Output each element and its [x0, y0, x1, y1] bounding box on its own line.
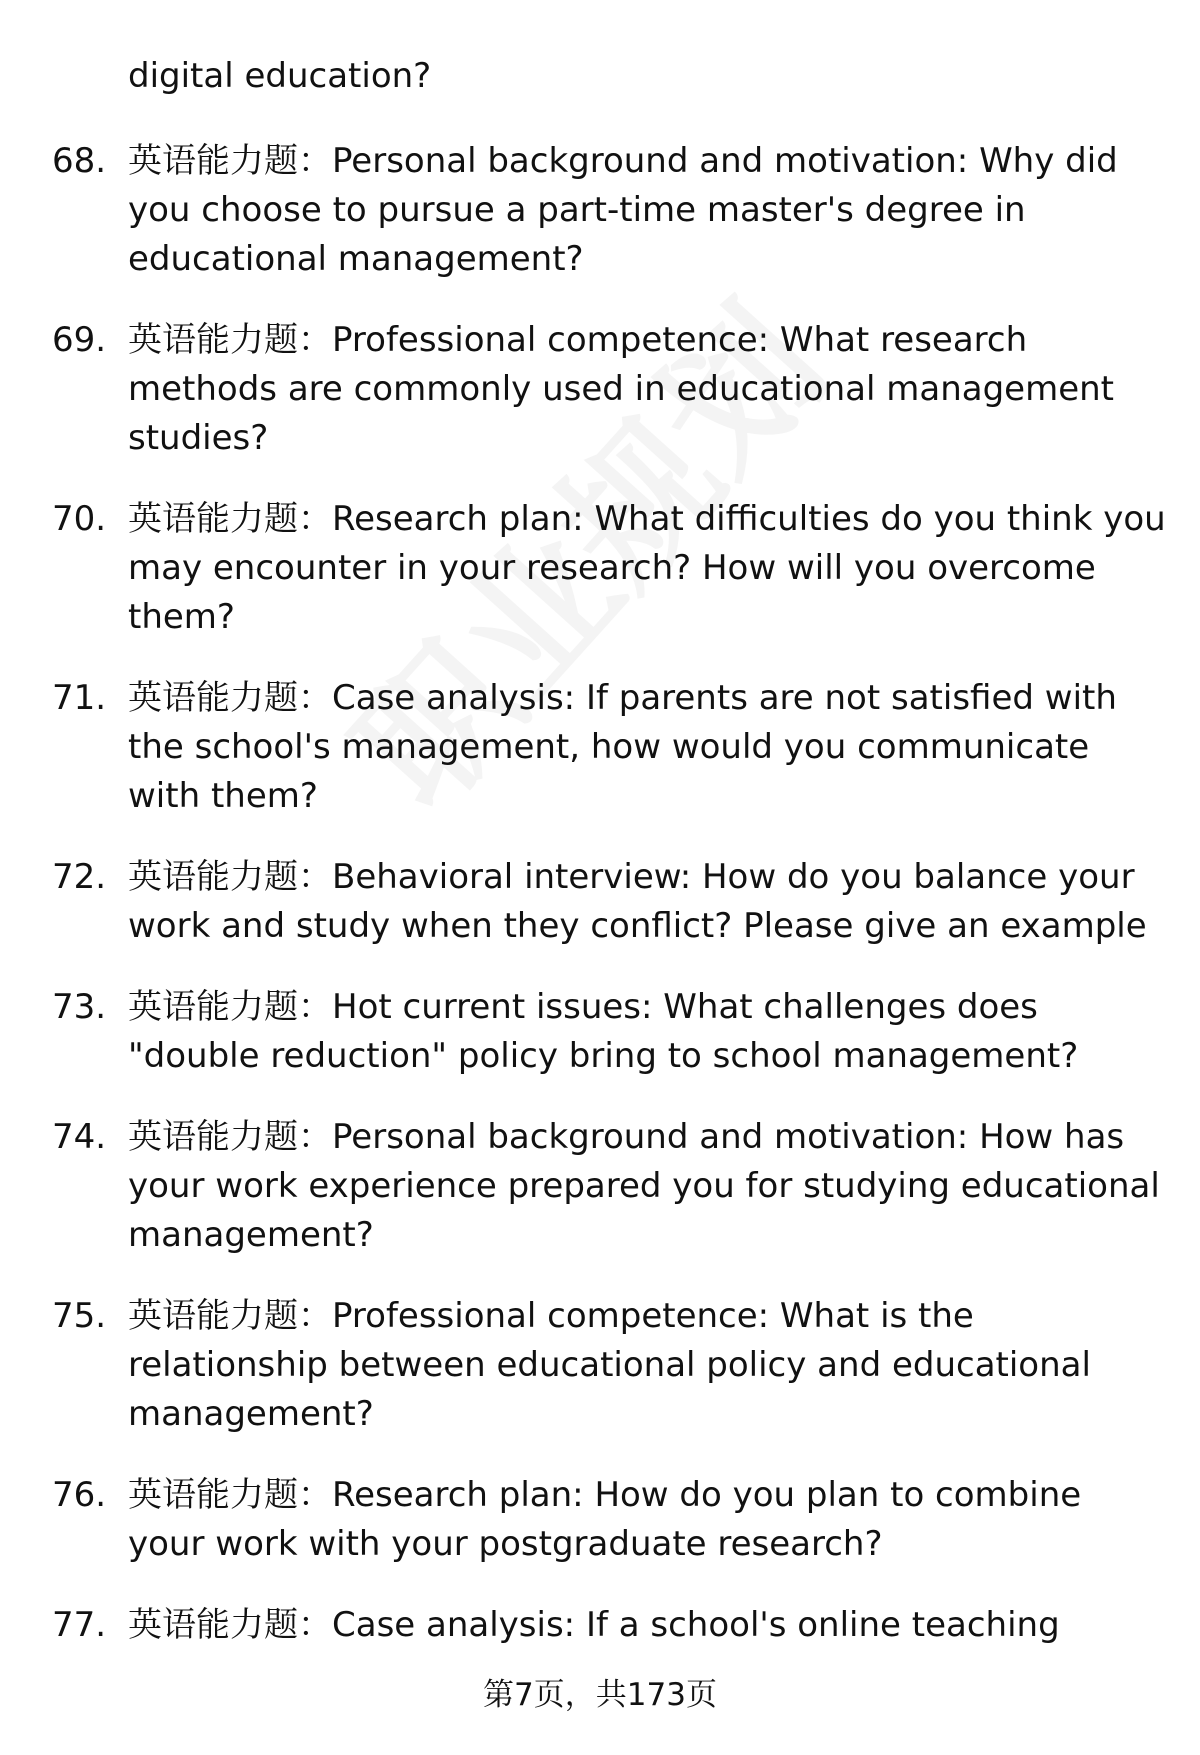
question-item	[0, 1471, 1168, 1569]
question-prefix: 英语能力题：	[128, 1605, 332, 1645]
question-item	[0, 853, 1168, 951]
question-text: Research plan: How do you plan to combine your work with your postgraduate research?	[128, 1475, 1082, 1564]
question-item	[0, 674, 1168, 821]
question-prefix: 英语能力题：	[128, 1117, 332, 1157]
question-prefix: 英语能力题：	[128, 499, 332, 539]
question-number: 71.	[52, 678, 107, 718]
question-number: 76.	[52, 1475, 107, 1515]
question-item	[0, 1292, 1168, 1439]
continuation-text: digital education?	[128, 56, 432, 96]
question-text: Behavioral interview: How do you balance your work and study when they conflict? Please give an example	[128, 857, 1147, 946]
question-prefix: 英语能力题：	[128, 857, 332, 897]
question-text: Case analysis: If parents are not satisfied with the school's management, how would you communicate with them?	[128, 678, 1117, 816]
question-number: 74.	[52, 1117, 107, 1157]
question-item	[0, 1113, 1168, 1260]
question-prefix: 英语能力题：	[128, 1296, 332, 1336]
question-prefix: 英语能力题：	[128, 1475, 332, 1515]
question-number: 70.	[52, 499, 107, 539]
question-number: 77.	[52, 1605, 107, 1645]
question-text: Professional competence: What research methods are commonly used in educational management studies?	[128, 320, 1114, 458]
question-text: Personal background and motivation: Why did you choose to pursue a part-time master's degree in educational management?	[128, 141, 1118, 279]
question-number: 75.	[52, 1296, 107, 1336]
question-prefix: 英语能力题：	[128, 320, 332, 360]
question-item	[0, 137, 1168, 284]
question-item	[0, 1601, 1168, 1650]
question-prefix: 英语能力题：	[128, 141, 332, 181]
question-item	[0, 983, 1168, 1081]
question-text: Case analysis: If a school's online teaching	[332, 1605, 1060, 1645]
question-number: 68.	[52, 141, 107, 181]
question-prefix: 英语能力题：	[128, 678, 332, 718]
question-text: Research plan: What difficulties do you think you may encounter in your research? How will you overcome them?	[128, 499, 1166, 637]
question-number: 72.	[52, 857, 107, 897]
question-item	[0, 495, 1168, 642]
question-number: 69.	[52, 320, 107, 360]
question-item	[0, 316, 1168, 463]
question-list	[0, 52, 1200, 1682]
question-text: Personal background and motivation: How has your work experience prepared you for studying educational management?	[128, 1117, 1160, 1255]
question-text: Professional competence: What is the relationship between educational policy and educational management?	[128, 1296, 1091, 1434]
question-number: 73.	[52, 987, 107, 1027]
question-text: Hot current issues: What challenges does "double reduction" policy bring to school management?	[128, 987, 1079, 1076]
page-footer: 第7页，共173页	[483, 1677, 717, 1713]
question-prefix: 英语能力题：	[128, 987, 332, 1027]
